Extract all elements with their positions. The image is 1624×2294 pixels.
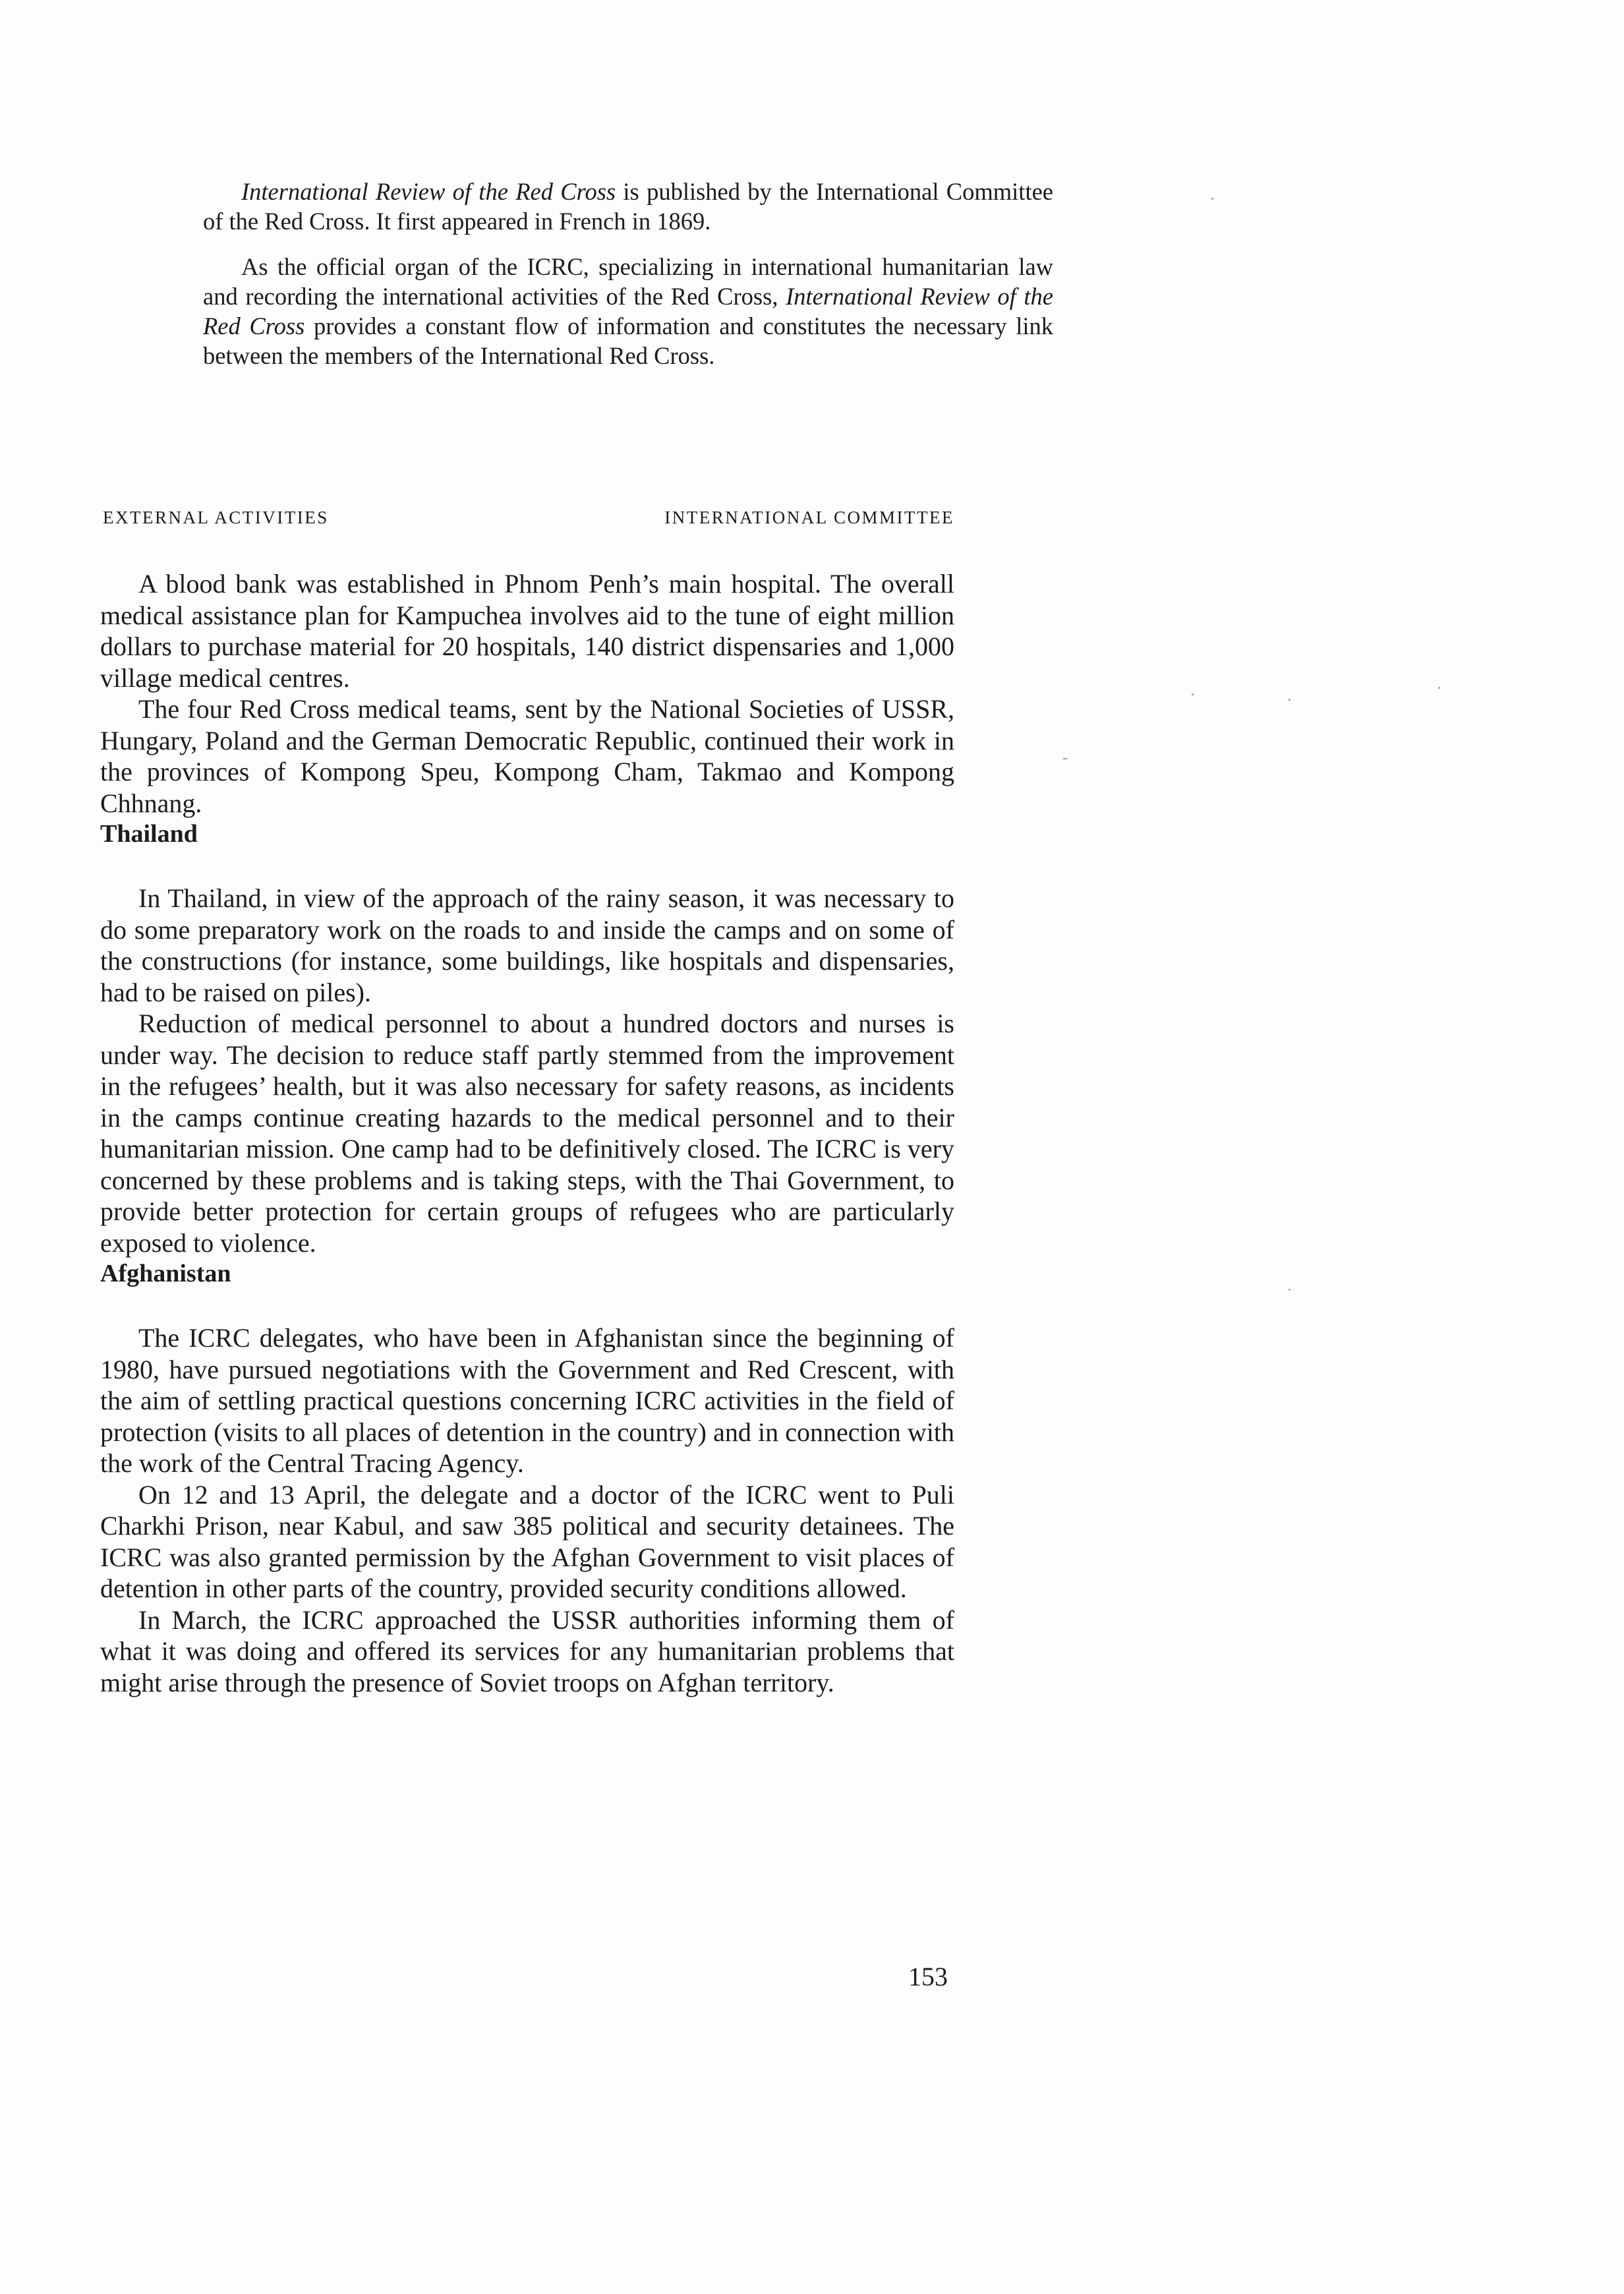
thailand-heading: Thailand <box>100 820 198 848</box>
running-head-left: EXTERNAL ACTIVITIES <box>103 508 329 527</box>
afghanistan-paragraph-3: In March, the ICRC approached the USSR authorities informing them of what it was doing and offered its services for any humanitarian problems that might arise through the presence of Soviet troops on Afghan territory. <box>100 1604 954 1697</box>
scan-speck <box>1289 1289 1290 1291</box>
afghanistan-heading: Afghanistan <box>100 1260 231 1287</box>
journal-title-italic-2: International Review of the Red Cross <box>203 283 1053 339</box>
journal-title-italic: International Review of the Red Cross <box>241 178 616 205</box>
intro-paragraph-1-text: is published by the International Committee of the Red Cross. It first appeared in French in 1869. <box>203 178 1053 235</box>
scan-speck <box>1211 198 1213 200</box>
scan-speck <box>1289 699 1290 701</box>
kampuchea-paragraph-1: A blood bank was established in Phnom Penh’s main hospital. The overall medical assistance plan for Kampuchea involves aid to the tune of eight million dollars to purchase material for 20 hospitals, 140 district dispensaries and 1,000 village medical centres. <box>100 569 954 693</box>
kampuchea-paragraph-2: The four Red Cross medical teams, sent by the National Societies of USSR, Hungary, Poland and the German Democratic Republic, continued their work in the provinces of Kompong Speu, Kompong Cham, Takmao and Kompong Chhnang. <box>100 694 954 818</box>
thailand-paragraph-1: In Thailand, in view of the approach of the rainy season, it was necessary to do some preparatory work on the roads to and inside the camps and on some of the constructions (for instance, some buildings, like hospitals and dispensaries, had to be raised on piles). <box>100 883 954 1007</box>
scan-speck <box>1438 687 1440 689</box>
thailand-paragraph-2: Reduction of medical personnel to about a hundred doctors and nurses is under way. The decision to reduce staff partly stemmed from the improvement in the refugees’ health, but it was also necessary for safety reasons, as incidents in the camps continue creating hazards to the medical personnel and to their humanitarian mission. One camp had to be definitively closed. The ICRC is very concerned by these problems and is taking steps, with the Thai Government, to provide better protection for certain groups of refugees who are particularly exposed to violence. <box>100 1009 954 1258</box>
scan-speck <box>1192 693 1194 695</box>
intro-paragraph-1 <box>203 177 1053 236</box>
intro-paragraph-2 <box>203 252 1053 370</box>
intro-paragraph-2-start: As the official organ of the ICRC, specializing in international humanitarian law and recording the international activities of the Red Cross, <box>203 253 1053 310</box>
afghanistan-paragraph-2: On 12 and 13 April, the delegate and a doctor of the ICRC went to Puli Charkhi Prison, near Kabul, and saw 385 political and security detainees. The ICRC was also granted permission by the Afghan Government to visit places of detention in other parts of the country, provided security conditions allowed. <box>100 1479 954 1603</box>
afghanistan-paragraph-1: The ICRC delegates, who have been in Afghanistan since the beginning of 1980, have pursued negotiations with the Government and Red Crescent, with the aim of settling practical questions concerning ICRC activities in the field of protection (visits to all places of detention in the country) and in connection with the work of the Central Tracing Agency. <box>100 1323 954 1478</box>
article-body <box>100 568 954 1698</box>
scan-speck <box>1062 758 1068 759</box>
page-number: 153 <box>908 1962 948 1991</box>
intro-paragraph-2-end: provides a constant flow of information and constitutes the necessary link between the members of the International Red Cross. <box>203 312 1053 369</box>
journal-intro <box>203 177 1053 370</box>
running-head-right: INTERNATIONAL COMMITTEE <box>664 508 954 527</box>
